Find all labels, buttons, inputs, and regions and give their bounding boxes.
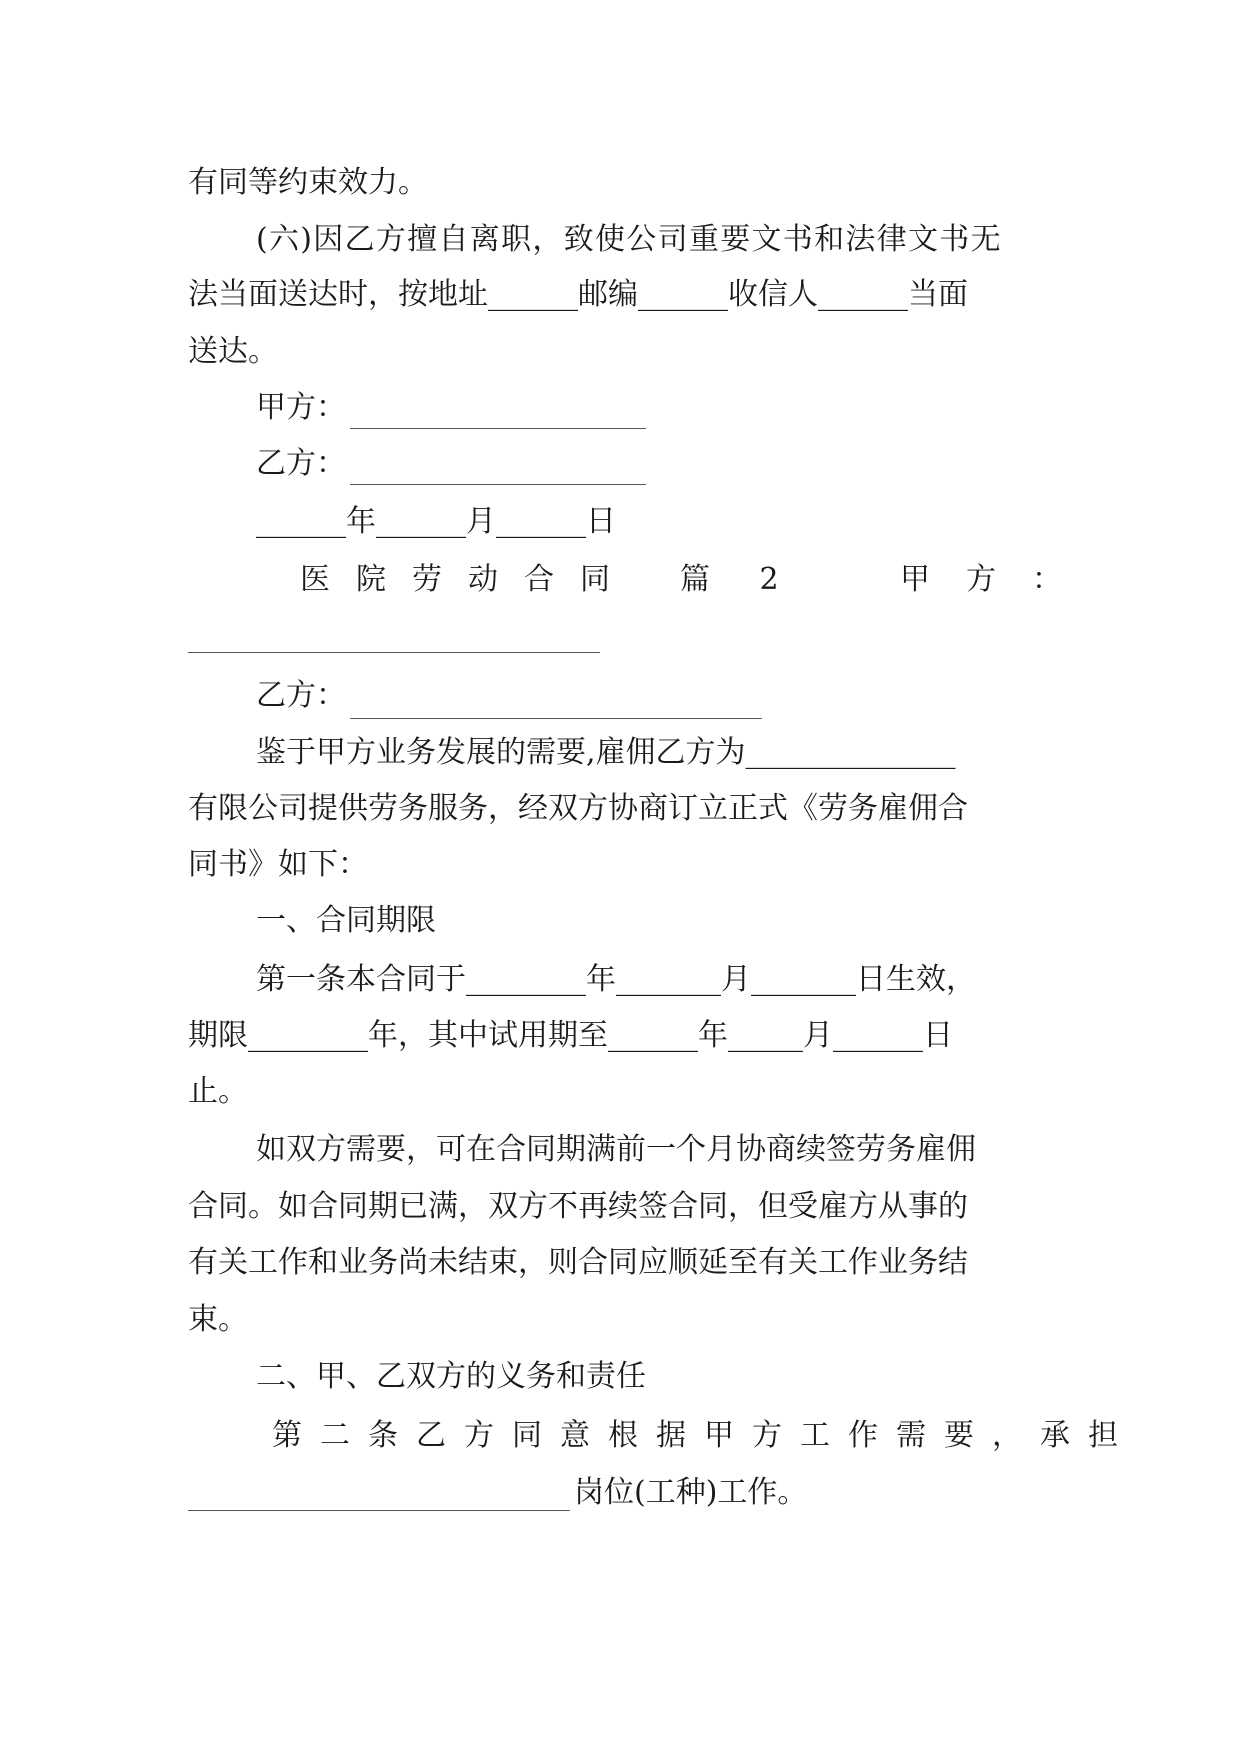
section-number: 篇 2 [680, 562, 799, 597]
party-a-label: 甲方： [256, 390, 346, 425]
signature-line [350, 484, 646, 485]
paragraph-line: 同书》如下： [188, 847, 368, 882]
paragraph-line: 鉴于甲方业务发展的需要,雇佣乙方为______________ [256, 735, 956, 770]
paragraph-line: 第二条乙方同意根据甲方工作需要，承担 [272, 1418, 1136, 1453]
paragraph-line: (六)因乙方擅自离职，致使公司重要文书和法律文书无 [256, 222, 1002, 257]
paragraph-line: 如双方需要，可在合同期满前一个月协商续签劳务雇佣 [256, 1132, 976, 1167]
section-heading: 二、甲、乙双方的义务和责任 [256, 1359, 646, 1394]
paragraph-line: 有同等约束效力。 [188, 165, 428, 200]
party-b-label: 乙方： [256, 446, 346, 481]
signature-line [188, 1510, 570, 1511]
paragraph-line: 期限________年，其中试用期至______年_____月______日 [188, 1018, 953, 1053]
party-a-label: 甲方： [900, 562, 1098, 597]
paragraph-line: 有关工作和业务尚未结束，则合同应顺延至有关工作业务结 [188, 1245, 968, 1280]
signature-line [350, 718, 762, 719]
signature-line [350, 428, 646, 429]
paragraph-line: 止。 [188, 1074, 248, 1109]
paragraph-line: 法当面送达时，按地址______邮编______收信人______当面 [188, 277, 968, 312]
section-heading: 一、合同期限 [256, 903, 436, 938]
paragraph-line: 第一条本合同于________年_______月_______日生效， [256, 962, 976, 997]
signature-line [188, 652, 600, 653]
paragraph-line: 合同。如合同期已满，双方不再续签合同，但受雇方从事的 [188, 1189, 968, 1224]
date-line: ______年______月______日 [256, 504, 616, 539]
paragraph-line: 岗位(工种)工作。 [574, 1475, 808, 1510]
section-title: 医院劳动合同 [300, 562, 636, 597]
paragraph-line: 束。 [188, 1302, 248, 1337]
party-b-label: 乙方： [256, 678, 346, 713]
paragraph-line: 送达。 [188, 334, 278, 369]
paragraph-line: 有限公司提供劳务服务，经双方协商订立正式《劳务雇佣合 [188, 791, 968, 826]
